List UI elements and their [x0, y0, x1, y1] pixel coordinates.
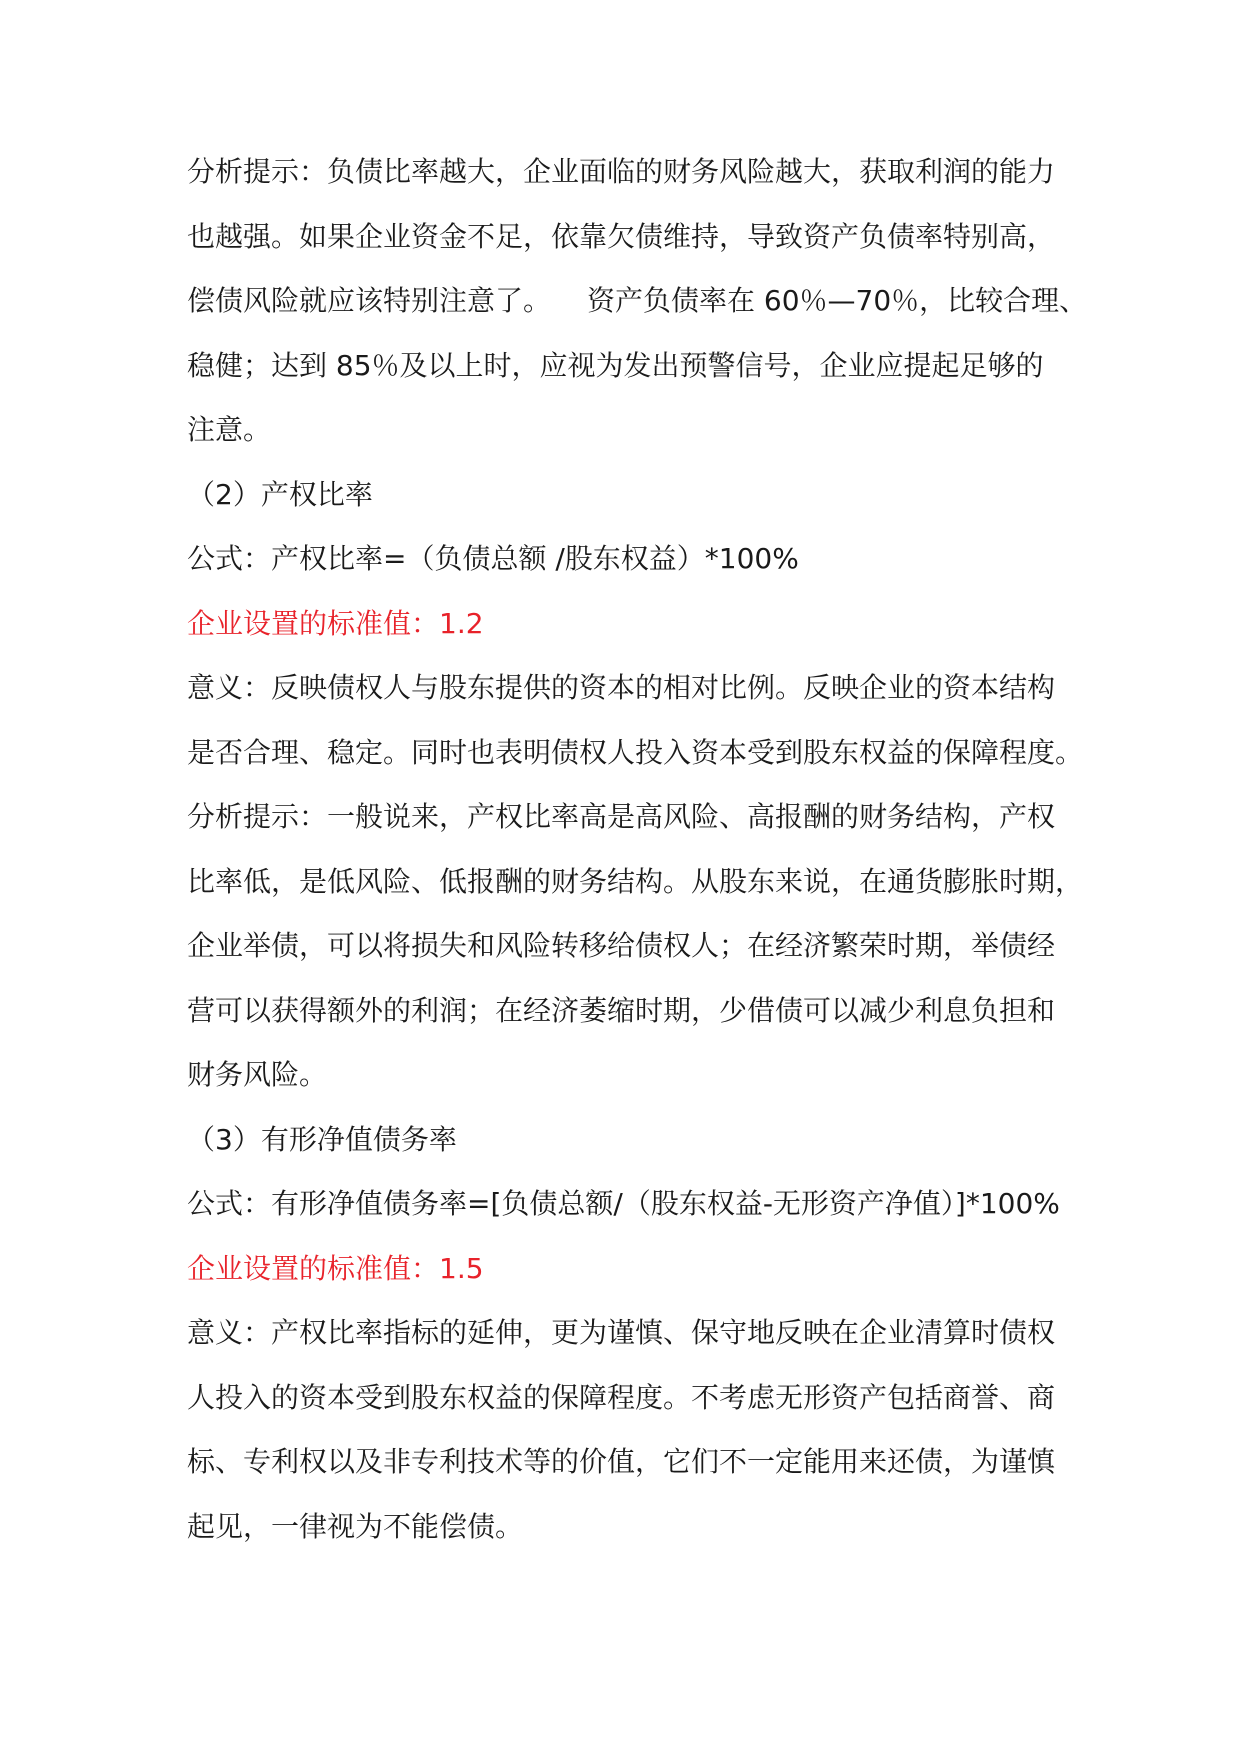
analysis-hint-line-4: 稳健；达到 85％及以上时，应视为发出预警信号，企业应提起足够的	[187, 348, 1044, 382]
standard-value-tangible-net-worth-debt-ratio: 企业设置的标准值：1.5	[187, 1251, 484, 1285]
section-heading-tangible-net-worth-debt-ratio: （3）有形净值债务率	[187, 1122, 457, 1156]
formula-equity-ratio: 公式：产权比率=（负债总额 /股东权益）*100%	[187, 542, 799, 575]
meaning-tangible-line-2: 人投入的资本受到股东权益的保障程度。不考虑无形资产包括商誉、商	[187, 1380, 1056, 1414]
analysis-hint-line-3	[187, 283, 1087, 348]
analysis-hint-line-3a: 偿债风险就应该特别注意了。	[187, 284, 552, 317]
analysis-hint-line-1: 分析提示：负债比率越大，企业面临的财务风险越大，获取利润的能力	[187, 155, 1056, 188]
meaning-equity-ratio-line-2: 是否合理、稳定。同时也表明债权人投入资本受到股东权益的保障程度。	[187, 735, 1084, 769]
hint-equity-ratio-line-3: 企业举债，可以将损失和风险转移给债权人；在经济繁荣时期，举债经	[187, 929, 1056, 962]
meaning-tangible-line-4: 起见，一律视为不能偿债。	[187, 1509, 524, 1543]
meaning-tangible-line-3: 标、专利权以及非专利技术等的价值，它们不一定能用来还债，为谨慎	[187, 1445, 1056, 1478]
meaning-tangible-line-1: 意义：产权比率指标的延伸，更为谨慎、保守地反映在企业清算时债权	[187, 1316, 1056, 1349]
document-page	[187, 154, 1087, 1573]
analysis-hint-line-3b: 资产负债率在 60％—70％，比较合理、	[587, 284, 1088, 317]
analysis-hint-line-2: 也越强。如果企业资金不足，依靠欠债维持，导致资产负债率特别高，	[187, 219, 1056, 253]
standard-value-equity-ratio: 企业设置的标准值：1.2	[187, 606, 484, 640]
hint-equity-ratio-line-1: 分析提示：一般说来，产权比率高是高风险、高报酬的财务结构，产权	[187, 800, 1056, 833]
formula-tangible-net-worth-debt-ratio: 公式：有形净值债务率=[负债总额/（股东权益-无形资产净值）]*100%	[187, 1187, 1060, 1220]
hint-equity-ratio-line-5: 财务风险。	[187, 1058, 328, 1091]
section-heading-equity-ratio: （2）产权比率	[187, 477, 373, 511]
hint-equity-ratio-line-4: 营可以获得额外的利润；在经济萎缩时期，少借债可以减少利息负担和	[187, 993, 1056, 1027]
meaning-equity-ratio-line-1: 意义：反映债权人与股东提供的资本的相对比例。反映企业的资本结构	[187, 671, 1056, 704]
hint-equity-ratio-line-2: 比率低，是低风险、低报酬的财务结构。从股东来说，在通货膨胀时期，	[187, 864, 1084, 898]
analysis-hint-line-5: 注意。	[187, 413, 272, 446]
